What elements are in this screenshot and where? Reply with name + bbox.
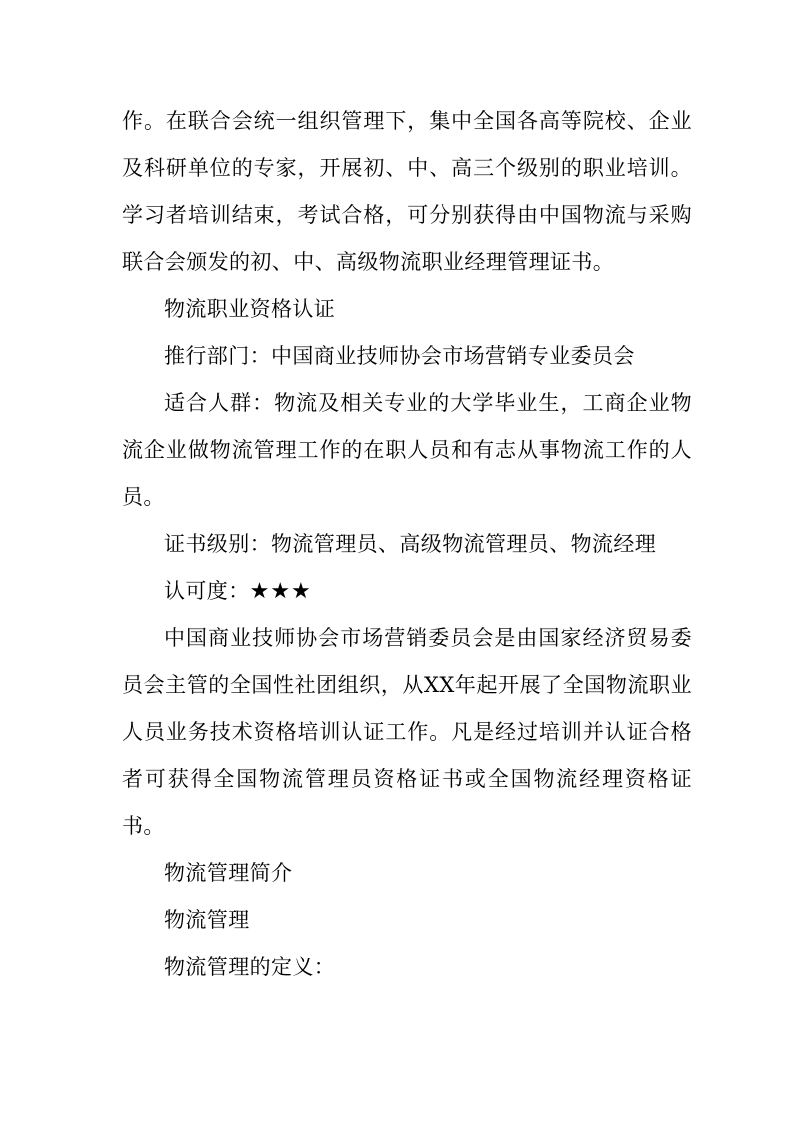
recognition-line <box>122 568 692 615</box>
level-line: 证书级别：物流管理员、高级物流管理员、物流经理 <box>164 532 657 556</box>
heading-definition: 物流管理的定义： <box>164 955 336 979</box>
heading-intro: 物流管理简介 <box>164 861 293 885</box>
star-rating-icons: ★★★ <box>249 579 312 604</box>
suitable-line: 适合人群：物流及相关专业的大学毕业生，工商企业物流企业做物流管理工作的在职人员和有志从事物流工作的人员。 <box>122 391 692 509</box>
recognition-label: 认可度： <box>164 579 250 603</box>
document-body <box>122 98 692 991</box>
promoter-line: 推行部门：中国商业技师协会市场营销专业委员会 <box>164 344 635 368</box>
heading-certification: 物流职业资格认证 <box>164 297 336 321</box>
paragraph-association: 中国商业技师协会市场营销委员会是由国家经济贸易委员会主管的全国性社团组织，从XX年起开展了全国物流职业人员业务技术资格培训认证工作。凡是经过培训并认证合格者可获得全国物流管理员资格证书或全国物流经理资格证书。 <box>122 626 692 838</box>
paragraph-training-program: 作。在联合会统一组织管理下，集中全国各高等院校、企业及科研单位的专家，开展初、中、高三个级别的职业培训。学习者培训结束，考试合格，可分别获得由中国物流与采购联合会颁发的初、中、高级物流职业经理管理证书。 <box>122 109 692 274</box>
heading-management: 物流管理 <box>164 908 250 932</box>
